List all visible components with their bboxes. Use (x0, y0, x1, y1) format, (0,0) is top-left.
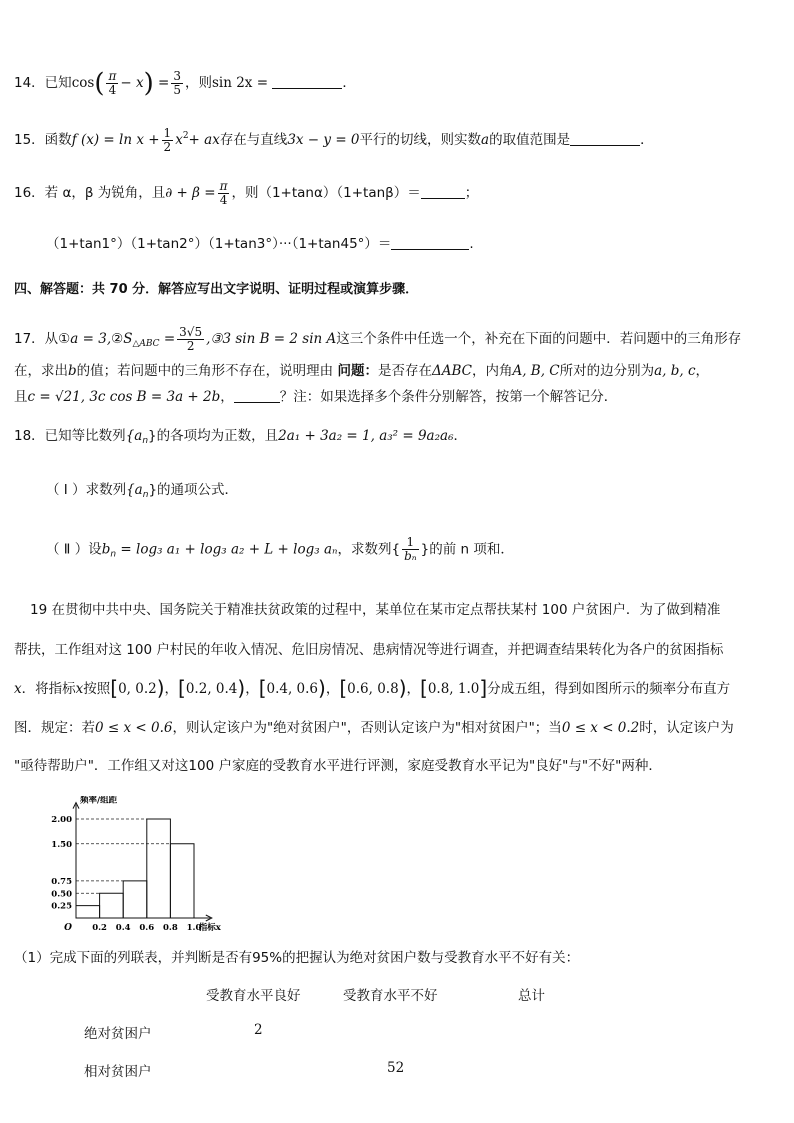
q19-line2: 帮扶，工作组对这 100 户村民的年收入情况、危旧房情况、患病情况等进行调查，并把调查结果转化为各户的贫困指标 (14, 642, 724, 658)
x-axis-label: 指标x (198, 923, 221, 933)
q15: 15．函数f (x) = ln x + $\frac{1}{2}$ $x^2+$ ax存在与直线3x − y = 0平行的切线，则实数a的取值范围是 ． (14, 126, 654, 154)
histogram-bar (76, 906, 100, 918)
section-heading: 四、解答题：共 70 分．解答应写出文字说明、证明过程或演算步骤． (14, 282, 419, 297)
y-tick-label: 1.50 (51, 839, 72, 850)
q19-line3: x．将指标x按照[0, 0.2)，[0.2, 0.4)，[0.4, 0.6)，[0.6, 0.8)，[0.8, 1.0]分成五组，得到如图所示的频率分布直方 (14, 676, 731, 700)
y-axis-label: 频率/组距 (80, 796, 118, 806)
y-tick-label: 2.00 (51, 815, 72, 825)
frequency-histogram (40, 796, 250, 946)
answer-blank (421, 186, 465, 199)
one-half: $\frac{1}{2}$ (163, 126, 172, 154)
q14: 14．已知cos( $\frac{\pi}{4}$ − x) = $\frac{3}{5}$ ，则sin 2x = ． (14, 68, 356, 99)
table-row-label: 相对贫困户 (84, 1064, 152, 1080)
answer-blank (391, 237, 469, 250)
x-tick-label: 0.8 (163, 923, 178, 933)
origin-label: O (64, 923, 72, 933)
table-cell: 2 (254, 1022, 263, 1038)
pi-over-4: $\frac{\pi}{4}$ (219, 179, 228, 207)
answer-blank (272, 76, 342, 89)
histogram-bar (100, 893, 124, 918)
y-tick-label: 0.50 (51, 889, 72, 900)
q17-line3: 且c = √21, 3c cos B = 3a + 2b， ？注：如果选择多个条件分别解答，按第一个解答记分． (14, 389, 618, 405)
one-over-bn: $\frac{1}{\text{bₙ}}$ (404, 535, 417, 563)
histogram-bar (147, 819, 171, 918)
table-cell: 52 (387, 1060, 405, 1076)
cos: cos (71, 75, 95, 91)
y-tick-label: 0.75 (51, 876, 72, 887)
q17-line2: 在，求出b的值；若问题中的三角形不存在，说明理由 问题：是否存在ΔABC，内角A, B, C所对的边分别为a, b, c， (14, 363, 710, 379)
x-tick-label: 0.6 (139, 923, 155, 933)
table-header-bad: 受教育水平不好 (343, 988, 438, 1004)
x-tick-label: 1.0 (186, 923, 202, 933)
x-tick-label: 0.2 (92, 923, 107, 933)
q18-part1: （ I ）求数列$\{a_n\}$的通项公式． (46, 482, 239, 500)
table-header-total: 总计 (518, 988, 545, 1004)
x-tick-label: 0.4 (115, 923, 131, 933)
answer-blank (570, 133, 640, 146)
q19-line5: "亟待帮助户"．工作组又对这100 户家庭的受教育水平进行评测，家庭受教育水平记为"良好"与"不好"两种． (14, 758, 662, 774)
s-value: $\frac{3√5}{2}$ (179, 325, 203, 353)
q14-number: 14．已知 (14, 75, 72, 91)
y-tick-label: 0.25 (51, 901, 72, 912)
q18-part2: （ Ⅱ ）设$b_n = \log_3$ a₁ + log₃ a₂ + L + log₃ aₙ，求数列{ $\frac{1}{\text{bₙ}}$ }的前 n 项和． (46, 535, 514, 563)
answer-blank (234, 390, 280, 403)
histogram-bar (123, 881, 147, 918)
histogram-bar (170, 844, 194, 918)
q16: 16．若 α，β 为锐角，且∂ + β = $\frac{\pi}{4}$ ，则（1+tanα）（1+tanβ）＝ ； (14, 179, 479, 207)
table-row-label: 绝对贫困户 (84, 1026, 152, 1042)
three-fifths: $\frac{3}{5}$ (173, 69, 181, 97)
pi-over-4: $\frac{\pi}{4}$ (108, 69, 117, 97)
q18-line1: 18．已知等比数列$\{a_n\}$的各项均为正数，且2a₁ + 3a₂ = 1, a₃² = 9a₂a₆． (14, 428, 467, 446)
q16-part2: （1+tan1°）（1+tan2°）（1+tan3°）···（1+tan45°）＝ . (46, 236, 474, 252)
q19-part1: （1）完成下面的列联表，并判断是否有95%的把握认为绝对贫困户数与受教育水平不好有关： (14, 950, 580, 966)
table-header-good: 受教育水平良好 (206, 988, 301, 1004)
q19-line4: 图．规定：若0 ≤ x < 0.6，则认定该户为"绝对贫困户"，否则认定该户为"相对贫困户"；当0 ≤ x < 0.2时，认定该户为 (14, 720, 734, 736)
q19-line1: 19 在贯彻中共中央、国务院关于精准扶贫政策的过程中，某单位在某市定点帮扶某村 100 户贫困户．为了做到精准 (30, 602, 721, 618)
q17-line1: 17．从①a = $3,②S_{\triangle ABC}$ = $\frac{3√5}{2}$ ,③3 sin B = 2 sin A这三个条件中任选一个，补充在下面的问题中．若问题中的三角形存 (14, 325, 742, 353)
